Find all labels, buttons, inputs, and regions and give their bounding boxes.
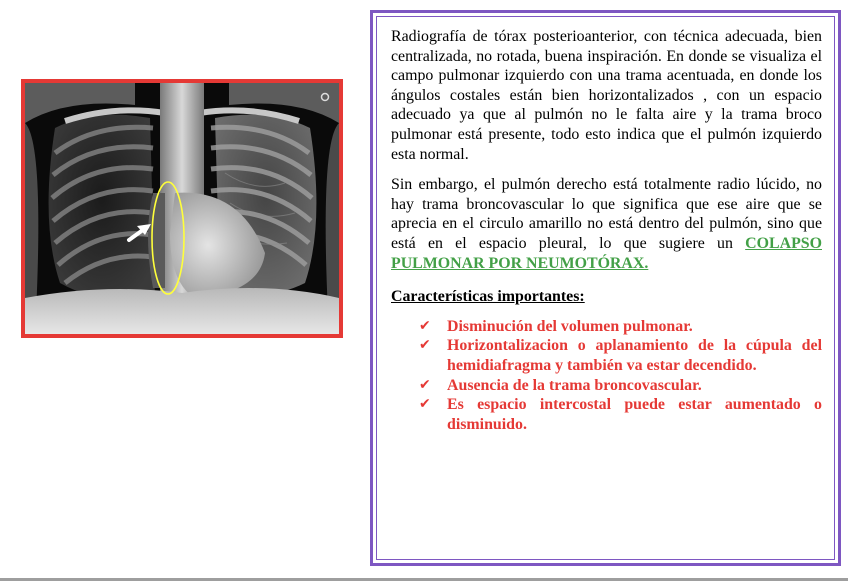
paragraph-right-lung-text: Sin embargo, el pulmón derecho está totalmente radio lúcido, no hay trama broncovascular lo que significa que ese aire que se aprecia en el circulo amarillo no está dentro del pulmón, sino que está en el espacio pleural, lo que sugiere un — [391, 176, 822, 252]
chest-xray-image — [25, 83, 339, 334]
paragraph-left-lung: Radiografía de tórax posterioanterior, con técnica adecuada, bien centralizada, no rotada, buena inspiración. En donde se visualiza el campo pulmonar izquierdo con una trama acentuada, en donde los ángulos costales están bien horizontalizados , con un espacio adecuado ya que al pulmón no le falta aire y la trama broco pulmonar está presente, todo esto indica que el pulmón izquierdo esta normal. — [391, 28, 822, 163]
check-icon: ✔ — [419, 337, 431, 354]
description-panel — [370, 10, 841, 566]
feature-item — [419, 317, 822, 337]
feature-item — [419, 376, 822, 396]
paragraph-right-lung — [391, 175, 822, 273]
diagnosis-highlight: COLAPSO PULMONAR POR NEUMOTÓRAX. — [391, 234, 822, 272]
chest-xray-figure — [21, 79, 343, 338]
features-list — [391, 317, 822, 435]
check-icon: ✔ — [419, 317, 431, 334]
feature-item — [419, 395, 822, 434]
check-icon: ✔ — [419, 376, 431, 393]
feature-item — [419, 336, 822, 375]
feature-text: Disminución del volumen pulmonar. — [447, 317, 693, 335]
description-panel-inner — [376, 16, 835, 560]
check-icon: ✔ — [419, 396, 431, 413]
feature-text: Es espacio intercostal puede estar aumentado o disminuido. — [447, 396, 822, 433]
feature-text: Ausencia de la trama broncovascular. — [447, 376, 702, 394]
feature-text: Horizontalizacion o aplanamiento de la cúpula del hemidiafragma y también va estar decendido. — [447, 337, 822, 374]
section-title: Características importantes: — [391, 288, 585, 306]
